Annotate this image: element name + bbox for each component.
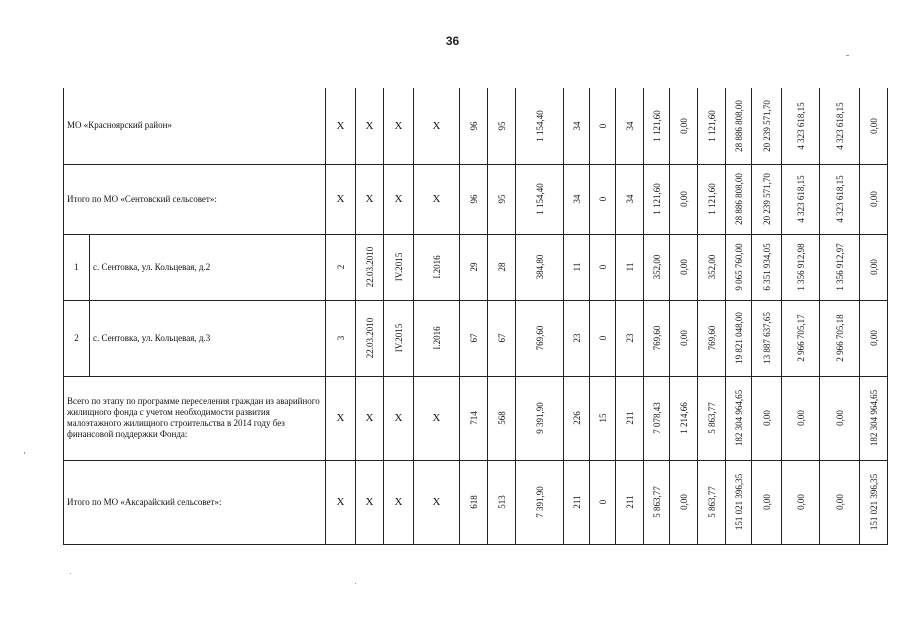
value-cell: [820, 460, 860, 544]
value-cell: [384, 376, 414, 460]
value-cell: [644, 460, 670, 544]
cell-value: 1 214,66: [678, 402, 689, 434]
page-number: 36: [445, 34, 460, 48]
cell-value: 769,60: [651, 325, 662, 351]
value-cell: [488, 460, 516, 544]
cell-value: X: [394, 412, 403, 424]
cell-value: I.2016: [431, 326, 442, 350]
cell-value: 5 863,77: [706, 486, 717, 518]
value-cell: [860, 234, 888, 300]
cell-value: 1 154,40: [534, 110, 545, 142]
value-cell: [460, 234, 488, 300]
value-cell: [616, 234, 644, 300]
cell-value: 1 121,60: [651, 110, 662, 142]
cell-value: 9 065 760,00: [733, 243, 744, 291]
cell-value: 15: [597, 413, 608, 423]
table-row-item: [64, 234, 888, 300]
value-cell: [752, 376, 782, 460]
value-cell: [564, 460, 590, 544]
value-cell: [644, 88, 670, 164]
cell-value: 7 078,43: [651, 402, 662, 434]
cell-value: I.2016: [431, 255, 442, 279]
cell-value: 568: [496, 411, 507, 425]
value-cell: [326, 376, 356, 460]
value-cell: [698, 300, 726, 376]
value-cell: [516, 300, 564, 376]
value-cell: [752, 164, 782, 234]
value-cell: [782, 460, 820, 544]
cell-value: X: [432, 119, 441, 132]
cell-value: 2 966 705,17: [795, 314, 806, 362]
cell-value: 3: [335, 335, 346, 341]
cell-value: X: [394, 119, 403, 132]
cell-value: 151 021 396,35: [868, 473, 879, 531]
cell-value: 96: [468, 194, 479, 204]
cell-value: 13 887 637,65: [761, 312, 772, 364]
cell-value: 1 154,40: [534, 183, 545, 215]
value-cell: [384, 300, 414, 376]
value-cell: [460, 300, 488, 376]
cell-value: 618: [468, 495, 479, 509]
value-cell: [564, 164, 590, 234]
value-cell: [616, 300, 644, 376]
cell-value: 0,00: [868, 117, 879, 134]
row-label: Итого по МО «Сентовский сельсовет»:: [67, 193, 217, 204]
cell-value: 1 356 912,97: [834, 243, 845, 291]
table-row-total: [64, 460, 888, 544]
cell-value: 9 391,90: [534, 402, 545, 434]
value-cell: [698, 376, 726, 460]
cell-value: 28 886 808,00: [733, 99, 744, 152]
cell-value: 34: [624, 194, 635, 204]
value-cell: [752, 234, 782, 300]
cell-value: 0,00: [761, 494, 772, 510]
cell-value: 211: [624, 411, 635, 425]
value-cell: [356, 234, 384, 300]
cell-value: 1 121,60: [651, 183, 662, 215]
value-cell: [590, 300, 616, 376]
cell-value: 7 391,90: [534, 486, 545, 518]
value-cell: [820, 376, 860, 460]
value-cell: [860, 164, 888, 234]
cell-value: 352,00: [651, 254, 662, 280]
value-cell: [820, 164, 860, 234]
cell-value: X: [336, 193, 345, 205]
cell-value: 0,00: [678, 259, 689, 275]
value-cell: [384, 88, 414, 164]
cell-value: X: [394, 496, 403, 508]
value-cell: [726, 234, 752, 300]
cell-value: 1 356 912,98: [795, 243, 806, 291]
cell-value: 1 121,60: [706, 110, 717, 142]
cell-value: 0,00: [834, 494, 845, 510]
value-cell: [698, 460, 726, 544]
value-cell: [590, 88, 616, 164]
cell-value: 182 304 964,65: [733, 389, 744, 447]
cell-value: 1 121,60: [706, 183, 717, 215]
value-cell: [726, 88, 752, 164]
cell-value: 28: [496, 262, 507, 272]
value-cell: [516, 88, 564, 164]
cell-value: X: [365, 119, 374, 132]
cell-value: X: [432, 193, 441, 205]
value-cell: [860, 460, 888, 544]
value-cell: [460, 164, 488, 234]
value-cell: [726, 460, 752, 544]
cell-value: 2: [335, 264, 346, 270]
value-cell: [414, 88, 460, 164]
value-cell: [782, 164, 820, 234]
cell-value: X: [336, 412, 345, 424]
cell-value: 5 863,77: [706, 402, 717, 434]
cell-value: 0,00: [678, 117, 689, 134]
cell-value: X: [336, 496, 345, 508]
cell-value: 28 886 808,00: [733, 173, 744, 225]
cell-value: 182 304 964,65: [868, 389, 879, 447]
resettlement-table: [63, 88, 888, 545]
value-cell: [488, 376, 516, 460]
value-cell: [356, 300, 384, 376]
value-cell: [564, 300, 590, 376]
value-cell: [860, 300, 888, 376]
value-cell: [616, 164, 644, 234]
cell-value: 67: [496, 333, 507, 343]
cell-value: X: [365, 412, 374, 424]
cell-value: 11: [571, 262, 582, 272]
cell-value: 5 863,77: [651, 486, 662, 518]
value-cell: [670, 376, 698, 460]
cell-value: 0: [597, 123, 608, 128]
value-cell: [326, 164, 356, 234]
value-cell: [414, 300, 460, 376]
cell-value: 2 966 705,18: [834, 314, 845, 362]
cell-value: 34: [571, 121, 582, 131]
value-cell: [644, 376, 670, 460]
value-cell: [752, 300, 782, 376]
cell-value: 0,00: [868, 259, 879, 275]
cell-value: IV.2015: [393, 252, 404, 282]
value-cell: [590, 234, 616, 300]
value-cell: [488, 300, 516, 376]
cell-value: 23: [624, 333, 635, 343]
value-cell: [356, 88, 384, 164]
cell-value: 0,00: [868, 330, 879, 346]
value-cell: [860, 376, 888, 460]
value-cell: [782, 376, 820, 460]
value-cell: [726, 164, 752, 234]
cell-value: 0: [597, 335, 608, 341]
value-cell: [670, 300, 698, 376]
cell-value: 769,60: [706, 325, 717, 351]
value-cell: [860, 88, 888, 164]
cell-value: 769,60: [534, 325, 545, 351]
cell-value: 0: [597, 499, 608, 505]
value-cell: [820, 234, 860, 300]
value-cell: [356, 460, 384, 544]
cell-value: 95: [496, 121, 507, 131]
value-cell: [698, 164, 726, 234]
value-cell: [488, 88, 516, 164]
row-label: МО «Красноярский район»: [67, 120, 172, 131]
value-cell: [460, 88, 488, 164]
value-cell: [414, 234, 460, 300]
cell-value: 714: [468, 411, 479, 425]
cell-value: X: [432, 412, 441, 424]
value-cell: [414, 460, 460, 544]
cell-value: 95: [496, 194, 507, 204]
cell-value: X: [365, 496, 374, 508]
cell-value: 0,00: [761, 410, 772, 426]
cell-value: X: [394, 193, 403, 205]
value-cell: [326, 234, 356, 300]
value-cell: [590, 164, 616, 234]
cell-value: 6 351 934,05: [761, 243, 772, 291]
value-cell: [644, 164, 670, 234]
value-cell: [782, 88, 820, 164]
cell-value: X: [432, 496, 441, 508]
cell-value: 23: [571, 333, 582, 343]
value-cell: [590, 376, 616, 460]
cell-value: 0,00: [678, 494, 689, 510]
cell-value: 0,00: [834, 410, 845, 426]
value-cell: [820, 300, 860, 376]
cell-value: X: [336, 119, 345, 132]
cell-value: 67: [468, 333, 479, 343]
value-cell: [698, 234, 726, 300]
cell-value: 0,00: [678, 330, 689, 346]
value-cell: [516, 164, 564, 234]
value-cell: [670, 234, 698, 300]
value-cell: [384, 460, 414, 544]
table-row-item: [64, 300, 888, 376]
scan-speck: [70, 573, 71, 574]
cell-value: 96: [468, 121, 479, 131]
cell-value: 151 021 396,35: [733, 473, 744, 531]
cell-value: 20 239 571,70: [761, 99, 772, 152]
cell-value: 0,00: [868, 191, 879, 207]
value-cell: [564, 234, 590, 300]
row-label: Всего по этапу по программе переселения граждан из аварийного жилищного фонда с учетом необходимости развития малоэтажного жилищного строительства в 2014 году без финансовой поддержки Фонда:: [67, 396, 320, 439]
value-cell: [488, 234, 516, 300]
value-cell: [616, 88, 644, 164]
cell-value: 22.03.2010: [364, 246, 375, 288]
value-cell: [782, 300, 820, 376]
cell-value: 211: [571, 495, 582, 509]
value-cell: [414, 376, 460, 460]
value-cell: [516, 376, 564, 460]
value-cell: [564, 88, 590, 164]
value-cell: [644, 234, 670, 300]
cell-value: 29: [468, 262, 479, 272]
cell-value: 0,00: [795, 410, 806, 426]
cell-value: 4 323 618,15: [795, 175, 806, 223]
cell-value: 513: [496, 495, 507, 509]
scan-speck: [355, 583, 356, 584]
value-cell: [564, 376, 590, 460]
value-cell: [752, 88, 782, 164]
value-cell: [644, 300, 670, 376]
cell-value: 34: [624, 121, 635, 131]
cell-value: 4 323 618,15: [834, 175, 845, 223]
value-cell: [698, 88, 726, 164]
value-cell: [516, 460, 564, 544]
value-cell: [670, 460, 698, 544]
cell-value: 0,00: [678, 191, 689, 207]
cell-value: IV.2015: [393, 323, 404, 353]
value-cell: [726, 376, 752, 460]
value-cell: [670, 164, 698, 234]
value-cell: [356, 164, 384, 234]
value-cell: [384, 164, 414, 234]
row-label: с. Сентовка, ул. Кольцевая, д.2: [93, 261, 211, 272]
value-cell: [820, 88, 860, 164]
cell-value: 20 239 571,70: [761, 173, 772, 225]
cell-value: 34: [571, 194, 582, 204]
table-row-total: [64, 164, 888, 234]
scan-speck: [24, 452, 25, 454]
cell-value: X: [365, 193, 374, 205]
value-cell: [616, 376, 644, 460]
value-cell: [488, 164, 516, 234]
value-cell: [726, 300, 752, 376]
cell-value: 384,80: [534, 254, 545, 280]
cell-value: 19 821 048,00: [733, 312, 744, 364]
value-cell: [384, 234, 414, 300]
value-cell: [460, 460, 488, 544]
cell-value: 11: [624, 262, 635, 272]
value-cell: [326, 460, 356, 544]
row-index: 1: [64, 234, 90, 300]
cell-value: 211: [624, 495, 635, 509]
cell-value: 0: [597, 264, 608, 270]
scan-speck: [846, 55, 849, 56]
cell-value: 0,00: [795, 494, 806, 510]
value-cell: [782, 234, 820, 300]
cell-value: 226: [571, 411, 582, 425]
value-cell: [356, 376, 384, 460]
value-cell: [460, 376, 488, 460]
value-cell: [616, 460, 644, 544]
value-cell: [670, 88, 698, 164]
cell-value: 0: [597, 196, 608, 202]
table-row-total: [64, 376, 888, 460]
value-cell: [326, 300, 356, 376]
row-label: Итого по МО «Аксарайский сельсовет»:: [67, 496, 222, 507]
value-cell: [414, 164, 460, 234]
cell-value: 4 323 618,15: [795, 102, 806, 150]
row-index: 2: [64, 300, 90, 376]
cell-value: 22.03.2010: [364, 317, 375, 359]
cell-value: 352,00: [706, 254, 717, 280]
value-cell: [516, 234, 564, 300]
cell-value: 4 323 618,15: [834, 102, 845, 150]
value-cell: [326, 88, 356, 164]
row-label: с. Сентовка, ул. Кольцевая, д.3: [93, 332, 211, 343]
value-cell: [752, 460, 782, 544]
table-row-total: [64, 88, 888, 164]
value-cell: [590, 460, 616, 544]
